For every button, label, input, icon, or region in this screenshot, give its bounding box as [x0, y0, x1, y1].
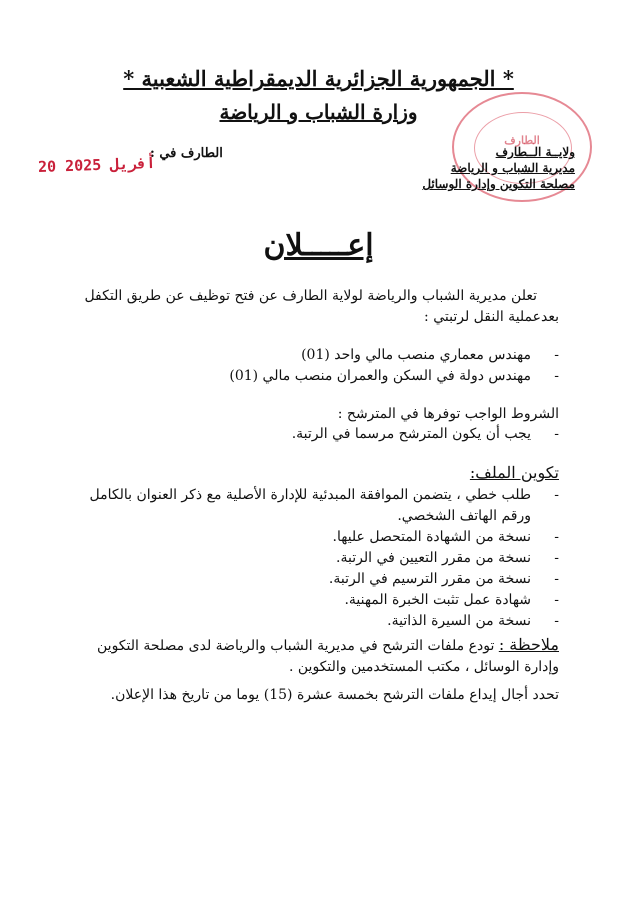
deadline-text: تحدد أجال إيداع ملفات الترشح بخمسة عشرة (15) يوما من تاريخ هذا الإعلان. [110, 687, 559, 703]
list-item: - طلب خطي ، يتضمن الموافقة المبدئية للإدارة الأصلية مع ذكر العنوان بالكامل ورقم الهاتف الشخصي. [69, 485, 559, 527]
list-item: - نسخة من مقرر التعيين في الرتبة. [69, 548, 559, 569]
list-item: - يجب أن يكون المترشح مرسما في الرتبة. [69, 424, 559, 445]
list-item: - شهادة عمل تثبت الخبرة المهنية. [69, 590, 559, 611]
issuing-administration [405, 144, 575, 192]
file-documents-list [69, 485, 559, 632]
intro-line-2: بعدعملية النقل لرتبتي : [424, 309, 559, 325]
wilaya-label: ولايــة الــطارف [495, 145, 575, 159]
ministry-header: وزارة الشباب و الرياضة [219, 100, 418, 124]
list-item: - نسخة من مقرر الترسيم في الرتبة. [69, 569, 559, 590]
intro-line-1: تعلن مديرية الشباب والرياضة لولاية الطارف عن فتح توظيف عن طريق التكفل [84, 288, 537, 304]
list-item: - نسخة من الشهادة المتحصل عليها. [69, 527, 559, 548]
place-label: الطارف في : [150, 146, 223, 161]
republic-header: * الجمهورية الجزائرية الديمقراطية الشعبية * [123, 66, 514, 91]
service-label: مصلحة التكوين وإدارة الوسائل [422, 177, 575, 191]
date-stamp: 20 أفريل 2025 [37, 153, 156, 177]
conditions-list [69, 424, 559, 445]
positions-list [69, 345, 559, 387]
list-item: - مهندس معماري منصب مالي واحد (01) [69, 345, 559, 366]
note-paragraph [69, 634, 559, 678]
directorate-label: مديرية الشباب و الرياضة [450, 161, 575, 175]
note-label: ملاحظة : [498, 635, 559, 654]
conditions-title: الشروط الواجب توفرها في المترشح : [337, 406, 559, 422]
note-text: تودع ملفات الترشح في مديرية الشباب والرياضة لدى مصلحة التكوين وإدارة الوسائل ، مكتب المستخدمين والتكوين . [97, 638, 559, 675]
intro-paragraph [69, 286, 559, 328]
list-item: - نسخة من السيرة الذاتية. [69, 611, 559, 632]
file-composition-title: تكوين الملف: [469, 463, 559, 482]
announcement-title: إعـــــلان [263, 228, 374, 263]
stamp-text: الطارف [504, 134, 540, 147]
list-item: - مهندس دولة في السكن والعمران منصب مالي (01) [69, 366, 559, 387]
